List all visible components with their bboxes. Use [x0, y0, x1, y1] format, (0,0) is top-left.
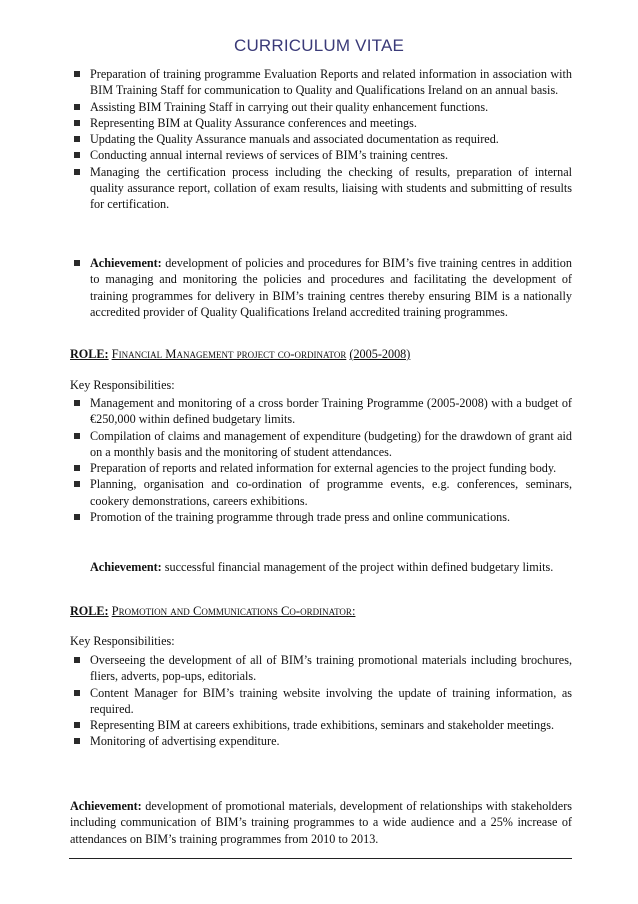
achievement-text: development of policies and procedures for BIM’s five training centres in addition to managing and monitoring the policies and procedures and facilitating the development of training programmes for delivery in BIM’s training centres thereby ensuring BIM is a nationally accredited provider of Quality Qualifications Ireland accredited training programmes.: [90, 256, 572, 319]
list-item: Overseeing the development of all of BIM’s training promotional materials including brochures, fliers, adverts, pop-ups, editorials.: [70, 652, 572, 685]
role-label: ROLE:: [70, 604, 109, 618]
list-item: Planning, organisation and co-ordination of programme events, e.g. conferences, seminars, cookery demonstrations, careers exhibitions.: [70, 476, 572, 509]
list-item: Promotion of the training programme through trade press and online communications.: [70, 509, 572, 525]
achievement-text: successful financial management of the project within defined budgetary limits.: [164, 560, 554, 574]
role-heading-promotion: [70, 603, 355, 619]
list-item: Assisting BIM Training Staff in carrying out their quality enhancement functions.: [70, 99, 572, 115]
page-title: CURRICULUM VITAE: [233, 36, 405, 55]
list-item: Preparation of reports and related information for external agencies to the project funding body.: [70, 460, 572, 476]
list-item: Content Manager for BIM’s training website involving the update of training information, as required.: [70, 685, 572, 718]
promotion-responsibilities-list: [70, 652, 572, 750]
achievement-item: [70, 255, 572, 320]
footer-divider: [69, 858, 572, 859]
role-title: Promotion and Communications Co-ordinator:: [111, 604, 356, 618]
list-item: Management and monitoring of a cross border Training Programme (2005-2008) with a budget of €250,000 within defined budgetary limits.: [70, 395, 572, 428]
achievement-label: Achievement:: [90, 560, 162, 574]
promotion-achievement: [70, 798, 572, 847]
achievement-list: [70, 255, 572, 320]
role-heading-financial: [70, 346, 410, 362]
key-responsibilities-label: Key Responsibilities:: [70, 634, 175, 648]
list-item: Conducting annual internal reviews of services of BIM’s training centres.: [70, 147, 572, 163]
role-title: Financial Management project co-ordinator: [111, 347, 347, 361]
key-responsibilities-label: Key Responsibilities:: [70, 378, 175, 392]
role-label: ROLE:: [70, 347, 109, 361]
quality-assurance-duties-list: [70, 66, 572, 213]
financial-achievement: [90, 559, 572, 575]
list-item: Monitoring of advertising expenditure.: [70, 733, 572, 749]
list-item: Representing BIM at Quality Assurance conferences and meetings.: [70, 115, 572, 131]
achievement-label: Achievement:: [70, 799, 142, 813]
achievement-text: development of promotional materials, development of relationships with stakeholders including communication of BIM’s training programmes to a wide audience and a 25% increase of attendances on BIM’s training programmes from 2010 to 2013.: [70, 799, 572, 846]
list-item: Managing the certification process including the checking of results, preparation of internal quality assurance report, collation of exam results, liaising with students and submitting of results for certification.: [70, 164, 572, 213]
list-item: Representing BIM at careers exhibitions, trade exhibitions, seminars and stakeholder meetings.: [70, 717, 572, 733]
achievement-label: Achievement:: [90, 256, 162, 270]
list-item: Updating the Quality Assurance manuals and associated documentation as required.: [70, 131, 572, 147]
financial-responsibilities-list: [70, 395, 572, 525]
list-item: Preparation of training programme Evaluation Reports and related information in association with BIM Training Staff for communication to Quality and Qualifications Ireland on an annual basis.: [70, 66, 572, 99]
role-years: (2005-2008): [349, 347, 411, 361]
list-item: Compilation of claims and management of expenditure (budgeting) for the drawdown of grant aid on a monthly basis and the monitoring of student attendances.: [70, 428, 572, 461]
